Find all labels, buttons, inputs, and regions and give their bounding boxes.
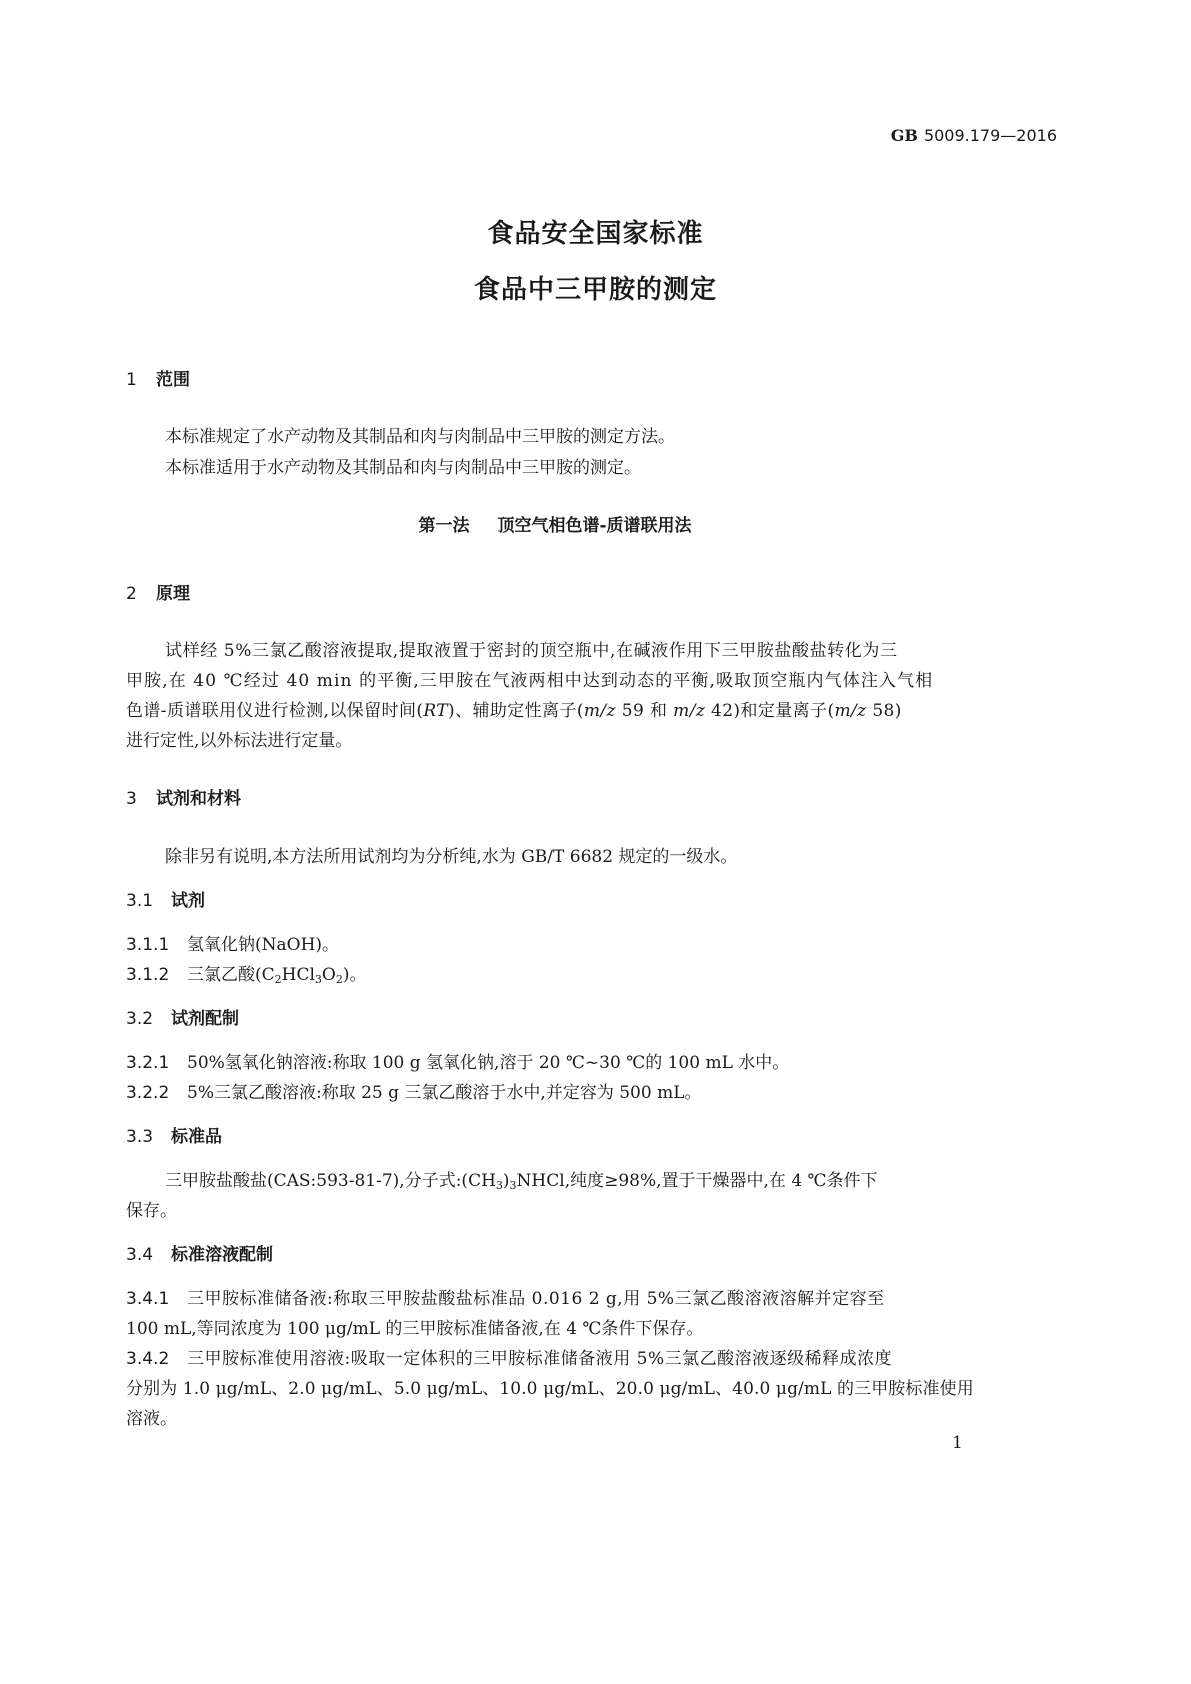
section-title: 试剂 bbox=[171, 891, 205, 911]
reagents-intro: 除非另有说明,本方法所用试剂均为分析纯,水为 GB/T 6682 规定的一级水。 bbox=[165, 847, 738, 867]
principle-line-1: 试样经 5%三氯乙酸溶液提取,提取液置于密封的顶空瓶中,在碱液作用下三甲胺盐酸盐转化为三 bbox=[165, 641, 898, 661]
section-number: 3.2 bbox=[126, 1009, 154, 1029]
item-3-4-2-continued: 分别为 1.0 μg/mL、2.0 μg/mL、5.0 μg/mL、10.0 μg/mL、20.0 μg/mL、40.0 μg/mL 的三甲胺标准使用 bbox=[126, 1379, 974, 1399]
section-heading-3-2 bbox=[126, 1004, 239, 1029]
standard-material-line-1: 三甲胺盐酸盐(CAS:593-81-7),分子式$:(CH_3)_3NHCl$,纯度≥98%,置于干燥器中,在 4 ℃条件下 bbox=[165, 1171, 878, 1192]
section-title: 试剂和材料 bbox=[156, 789, 241, 809]
principle-line-2: 甲胺,在 40 ℃经过 40 min 的平衡,三甲胺在气液两相中达到动态的平衡,吸取顶空瓶内气体注入气相 bbox=[126, 671, 934, 691]
item-text: 三甲胺标准使用溶液:吸取一定体积的三甲胺标准储备液用 5%三氯乙酸溶液逐级稀释成浓度 bbox=[187, 1349, 893, 1369]
section-heading-3-3 bbox=[126, 1122, 222, 1147]
item-text: 50%氢氧化钠溶液:称取 100 g 氢氧化钠,溶于 20 ℃~30 ℃的 100 mL 水中。 bbox=[187, 1053, 790, 1073]
item-number: 3.4.1 bbox=[126, 1289, 170, 1309]
item-3-4-2 bbox=[126, 1344, 892, 1369]
item-3-4-2-end: 溶液。 bbox=[126, 1409, 177, 1429]
section-heading-3-1 bbox=[126, 886, 205, 911]
page-number: 1 bbox=[952, 1433, 963, 1453]
item-number: 3.1.2 bbox=[126, 965, 170, 985]
item-number: 3.2.2 bbox=[126, 1083, 170, 1103]
section-heading-3-4 bbox=[126, 1240, 273, 1265]
section-number: 3.1 bbox=[126, 891, 154, 911]
section-heading-3 bbox=[126, 784, 241, 809]
item-number: 3.2.1 bbox=[126, 1053, 170, 1073]
item-3-4-1 bbox=[126, 1284, 885, 1309]
section-number: 3.4 bbox=[126, 1245, 154, 1265]
section-number: 1 bbox=[126, 370, 137, 390]
method-label: 第一法 bbox=[418, 516, 470, 536]
standard-material-line-2: 保存。 bbox=[126, 1201, 177, 1221]
item-number: 3.1.1 bbox=[126, 935, 170, 955]
principle-line-4: 进行定性,以外标法进行定量。 bbox=[126, 731, 353, 751]
section-title: 范围 bbox=[156, 370, 190, 390]
item-text: 5%三氯乙酸溶液:称取 25 g 三氯乙酸溶于水中,并定容为 500 mL。 bbox=[187, 1083, 702, 1103]
document-subtitle: 食品中三甲胺的测定 bbox=[473, 275, 717, 305]
item-text: 三氯乙酸$(C_2HCl_3O_2)$。 bbox=[187, 965, 367, 986]
item-text: 三甲胺标准储备液:称取三甲胺盐酸盐标准品 0.016 2 g,用 5%三氯乙酸溶液溶解并定容至 bbox=[187, 1289, 885, 1309]
principle-line-3: 色谱-质谱联用仪进行检测,以保留时间(RT)、辅助定性离子(m/z 59 和 m/z 42)和定量离子(m/z 58) bbox=[126, 701, 902, 721]
standard-code: 5009.179—2016 bbox=[923, 126, 1057, 145]
section-title: 标准溶液配制 bbox=[171, 1245, 273, 1265]
section-number: 2 bbox=[126, 584, 137, 604]
item-text: 氢氧化钠(NaOH)。 bbox=[187, 935, 340, 955]
item-3-2-2 bbox=[126, 1078, 702, 1103]
item-3-1-1 bbox=[126, 930, 339, 955]
section-title: 原理 bbox=[156, 584, 190, 604]
scope-paragraph-2: 本标准适用于水产动物及其制品和肉与肉制品中三甲胺的测定。 bbox=[165, 458, 641, 478]
section-title: 标准品 bbox=[171, 1127, 222, 1147]
standard-number bbox=[891, 126, 1057, 145]
item-3-2-1 bbox=[126, 1048, 789, 1073]
section-number: 3.3 bbox=[126, 1127, 154, 1147]
section-heading-2 bbox=[126, 579, 190, 604]
method-heading bbox=[0, 511, 1110, 536]
standard-prefix: GB bbox=[890, 126, 918, 145]
scope-paragraph-1: 本标准规定了水产动物及其制品和肉与肉制品中三甲胺的测定方法。 bbox=[165, 427, 675, 447]
item-3-4-1-continued: 100 mL,等同浓度为 100 μg/mL 的三甲胺标准储备液,在 4 ℃条件下保存。 bbox=[126, 1319, 704, 1339]
item-number: 3.4.2 bbox=[126, 1349, 170, 1369]
item-3-1-2 bbox=[126, 960, 367, 986]
document-title: 食品安全国家标准 bbox=[487, 219, 704, 249]
section-title: 试剂配制 bbox=[171, 1009, 239, 1029]
section-heading-1 bbox=[126, 365, 190, 390]
section-number: 3 bbox=[126, 789, 137, 809]
method-name: 顶空气相色谱-质谱联用法 bbox=[497, 516, 692, 536]
